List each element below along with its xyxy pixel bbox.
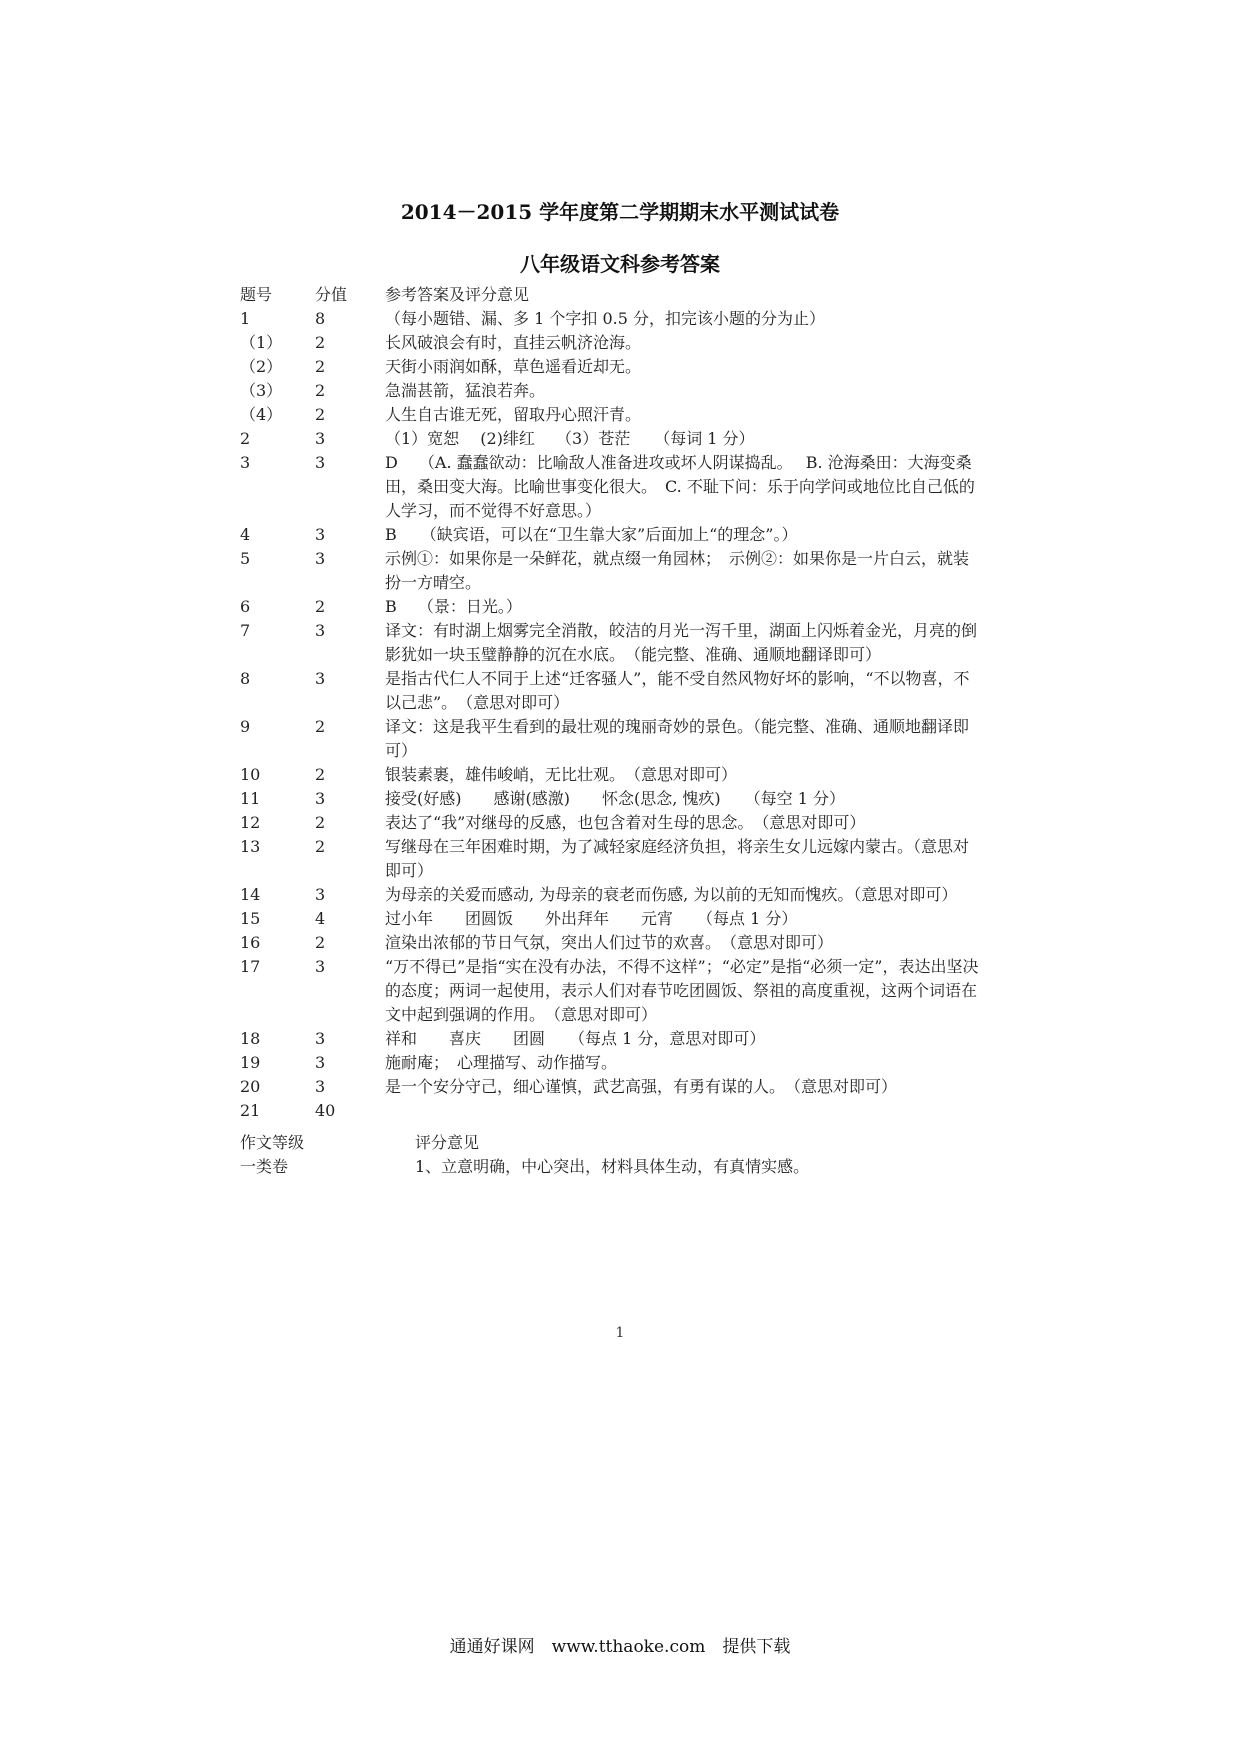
table-row — [240, 1099, 980, 1123]
question-number: （2） — [240, 357, 283, 376]
answer-text: 祥和 喜庆 团圆 （每点 1 分，意思对即可） — [385, 1029, 766, 1048]
essay-row — [240, 1155, 980, 1179]
answer-text: 表达了“我”对继母的反感，也包含着对生母的思念。 （意思对即可） — [385, 813, 866, 832]
answer-text: 译文：这是我平生看到的最壮观的瑰丽奇妙的景色。（能完整、准确、通顺地翻译即可） — [385, 717, 970, 760]
answer-text: 示例①：如果你是一朵鲜花，就点缀一角园林； 示例②：如果你是一片白云，就装扮一方晴空。 — [385, 549, 970, 592]
score-value: 3 — [315, 1077, 326, 1096]
score-value: 3 — [315, 1029, 326, 1048]
question-number: 9 — [240, 717, 251, 736]
answer-text: 人生自古谁无死，留取丹心照汗青。 — [385, 405, 642, 424]
essay-body — [240, 1155, 980, 1179]
score-value: 2 — [315, 381, 326, 400]
table-row — [240, 307, 980, 331]
table-row — [240, 835, 980, 883]
question-number: 8 — [240, 669, 251, 688]
score-value: 3 — [315, 1053, 326, 1072]
score-value: 2 — [315, 333, 326, 352]
page-number: 1 — [615, 1325, 625, 1341]
score-value: 2 — [315, 813, 326, 832]
table-row — [240, 715, 980, 763]
question-number: 12 — [240, 813, 261, 832]
score-value: 3 — [315, 957, 326, 976]
table-row — [240, 1075, 980, 1099]
question-number: 21 — [240, 1101, 261, 1120]
question-number: 1 — [240, 309, 251, 328]
answer-text: 银装素裹，雄伟峻峭，无比壮观。 （意思对即可） — [385, 765, 738, 784]
answer-text: 写继母在三年困难时期，为了减轻家庭经济负担，将亲生女儿远嫁内蒙古。（意思对即可） — [385, 837, 970, 880]
score-value: 4 — [315, 909, 326, 928]
column-header-number: 题号 — [240, 285, 273, 304]
score-value: 3 — [315, 669, 326, 688]
table-body — [240, 307, 980, 1123]
table-row — [240, 883, 980, 907]
table-row — [240, 1027, 980, 1051]
table-row — [240, 331, 980, 355]
table-row — [240, 811, 980, 835]
question-number: 15 — [240, 909, 261, 928]
table-row — [240, 403, 980, 427]
table-row — [240, 355, 980, 379]
question-number: 14 — [240, 885, 261, 904]
table-row — [240, 451, 980, 523]
answer-text: 接受(好感) 感谢(感激) 怀念(思念, 愧疚) （每空 1 分） — [385, 789, 845, 808]
score-value: 2 — [315, 597, 326, 616]
column-header-score: 分值 — [315, 285, 348, 304]
question-number: 2 — [240, 429, 251, 448]
answer-table — [240, 283, 980, 1179]
answer-text: 为母亲的关爱而感动, 为母亲的衰老而伤感, 为以前的无知而愧疚。（意思对即可） — [385, 885, 958, 904]
table-row — [240, 379, 980, 403]
score-value: 2 — [315, 933, 326, 952]
answer-text: B （缺宾语，可以在“卫生靠大家”后面加上“的理念”。） — [385, 525, 798, 544]
question-number: （3） — [240, 381, 283, 400]
table-row — [240, 619, 980, 667]
score-value: 3 — [315, 549, 326, 568]
score-value: 3 — [315, 453, 326, 472]
essay-header-grade: 作文等级 — [240, 1133, 305, 1152]
score-value: 40 — [315, 1101, 336, 1120]
answer-text: 过小年 团圆饭 外出拜年 元宵 （每点 1 分） — [385, 909, 798, 928]
question-number: （4） — [240, 405, 283, 424]
table-row — [240, 595, 980, 619]
question-number: 16 — [240, 933, 261, 952]
score-value: 2 — [315, 717, 326, 736]
document-title: 2014－2015 学年度第二学期期末水平测试试卷 — [400, 200, 840, 224]
answer-text: （1）宽恕 (2)绯红 （3）苍茫 （每词 1 分） — [385, 429, 755, 448]
table-row — [240, 907, 980, 931]
answer-text: B （景：日光。） — [385, 597, 522, 616]
question-number: 13 — [240, 837, 261, 856]
question-number: 7 — [240, 621, 251, 640]
answer-text: 是一个安分守己，细心谨慎，武艺高强，有勇有谋的人。 （意思对即可） — [385, 1077, 898, 1096]
answer-text: （每小题错、漏、多 1 个字扣 0.5 分，扣完该小题的分为止） — [385, 309, 825, 328]
score-value: 2 — [315, 405, 326, 424]
essay-comment: 1、立意明确，中心突出，材料具体生动，有真情实感。 — [415, 1157, 810, 1176]
table-row — [240, 667, 980, 715]
question-number: 6 — [240, 597, 251, 616]
essay-header-comment: 评分意见 — [415, 1133, 480, 1152]
score-value: 3 — [315, 789, 326, 808]
essay-header — [240, 1131, 980, 1155]
score-value: 2 — [315, 837, 326, 856]
table-row — [240, 523, 980, 547]
document-subtitle: 八年级语文科参考答案 — [520, 252, 720, 276]
column-header-answer: 参考答案及评分意见 — [385, 285, 530, 304]
question-number: 10 — [240, 765, 261, 784]
table-row — [240, 1051, 980, 1075]
table-header — [240, 283, 980, 307]
question-number: 5 — [240, 549, 251, 568]
answer-text: 急湍甚箭，猛浪若奔。 — [385, 381, 546, 400]
table-row — [240, 931, 980, 955]
question-number: 19 — [240, 1053, 261, 1072]
score-value: 2 — [315, 357, 326, 376]
question-number: 11 — [240, 789, 261, 808]
question-number: 17 — [240, 957, 261, 976]
table-row — [240, 955, 980, 1027]
essay-grade: 一类卷 — [240, 1157, 289, 1176]
footer-watermark: 通通好课网 www.tthaoke.com 提供下载 — [449, 1637, 791, 1657]
table-row — [240, 547, 980, 595]
question-number: 20 — [240, 1077, 261, 1096]
answer-text: 是指古代仁人不同于上述“迁客骚人”，能不受自然风物好坏的影响，“不以物喜，不以己悲”。 （意思对即可） — [385, 669, 970, 712]
score-value: 3 — [315, 621, 326, 640]
question-number: （1） — [240, 333, 283, 352]
answer-text: 施耐庵； 心理描写、动作描写。 — [385, 1053, 618, 1072]
question-number: 3 — [240, 453, 251, 472]
score-value: 3 — [315, 429, 326, 448]
answer-text: “万不得已”是指“实在没有办法，不得不这样”；“必定”是指“必须一定”，表达出坚决的态度；两词一起使用，表示人们对春节吃团圆饭、祭祖的高度重视，这两个词语在文中起到强调的作用。 （意思对即可） — [385, 957, 979, 1024]
answer-text: 渲染出浓郁的节日气氛，突出人们过节的欢喜。 （意思对即可） — [385, 933, 834, 952]
answer-text: 天街小雨润如酥，草色遥看近却无。 — [385, 357, 642, 376]
score-value: 3 — [315, 885, 326, 904]
table-row — [240, 763, 980, 787]
score-value: 2 — [315, 765, 326, 784]
answer-text: D （A. 蠢蠢欲动：比喻敌人准备进攻或坏人阴谋捣乱。 B. 沧海桑田：大海变桑田，桑田变大海。比喻世事变化很大。 C. 不耻下问：乐于向学问或地位比自己低的人学习，而不觉得不好意思。） — [385, 453, 975, 520]
table-row — [240, 787, 980, 811]
table-row — [240, 427, 980, 451]
question-number: 4 — [240, 525, 251, 544]
score-value: 8 — [315, 309, 326, 328]
answer-text: 长风破浪会有时，直挂云帆济沧海。 — [385, 333, 642, 352]
question-number: 18 — [240, 1029, 261, 1048]
answer-text: 译文：有时湖上烟雾完全消散，皎洁的月光一泻千里，湖面上闪烁着金光，月亮的倒影犹如一块玉璧静静的沉在水底。 （能完整、准确、通顺地翻译即可） — [385, 621, 978, 664]
score-value: 3 — [315, 525, 326, 544]
